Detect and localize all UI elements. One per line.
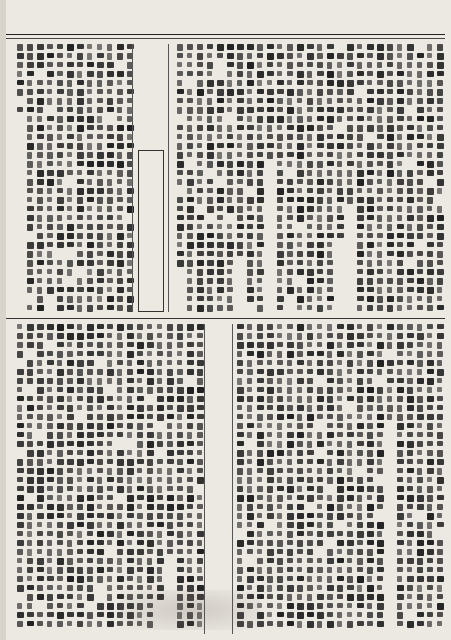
text-column [176, 324, 184, 634]
text-column [106, 324, 114, 634]
text-column [346, 44, 354, 312]
text-column [166, 324, 174, 634]
section-divider [6, 318, 445, 319]
text-column [406, 44, 414, 312]
text-column [46, 44, 54, 312]
text-column [256, 324, 264, 634]
column-rule [204, 324, 205, 634]
text-column [96, 324, 104, 634]
text-column [36, 44, 44, 312]
text-column [266, 324, 274, 634]
text-column [296, 324, 304, 634]
column-rule [132, 44, 133, 312]
text-column [196, 44, 204, 312]
text-column [366, 44, 374, 312]
text-column [236, 44, 244, 312]
text-column [376, 324, 384, 634]
text-column [336, 44, 344, 312]
text-column [126, 324, 134, 634]
upper-headline-box [138, 150, 164, 312]
text-column [316, 44, 324, 312]
text-column [386, 324, 394, 634]
text-column [396, 324, 404, 634]
text-column [246, 44, 254, 312]
text-column [186, 324, 194, 634]
text-column [286, 44, 294, 312]
text-column [76, 44, 84, 312]
column-rule [168, 44, 169, 312]
text-column [136, 324, 144, 634]
text-column [26, 324, 34, 634]
text-column [346, 324, 354, 634]
text-column [326, 324, 334, 634]
text-column [356, 44, 364, 312]
text-column [146, 324, 154, 634]
text-column [226, 44, 234, 312]
text-column [436, 324, 444, 634]
text-column [66, 44, 74, 312]
text-column [66, 324, 74, 634]
text-column [376, 44, 384, 312]
text-column [286, 324, 294, 634]
text-column [316, 324, 324, 634]
text-column [306, 324, 314, 634]
text-column [176, 44, 184, 312]
text-column [366, 324, 374, 634]
text-column [276, 324, 284, 634]
text-column [396, 44, 404, 312]
text-column [116, 324, 124, 634]
header-rule-thin [6, 38, 445, 39]
text-column [246, 324, 254, 634]
text-column [216, 44, 224, 312]
text-column [186, 44, 194, 312]
text-column [16, 44, 24, 312]
text-column [106, 44, 114, 312]
text-column [196, 324, 204, 634]
text-column [306, 44, 314, 312]
text-column [76, 324, 84, 634]
text-column [256, 44, 264, 312]
text-column [296, 44, 304, 312]
text-column [36, 324, 44, 634]
text-column [416, 324, 424, 634]
text-column [406, 324, 414, 634]
text-column [56, 44, 64, 312]
column-rule [232, 324, 233, 634]
text-column [86, 44, 94, 312]
text-column [356, 324, 364, 634]
text-column [46, 324, 54, 634]
text-column [326, 44, 334, 312]
text-column [426, 324, 434, 634]
text-column [416, 44, 424, 312]
text-column [266, 44, 274, 312]
scan-smudge [120, 590, 260, 630]
text-column [156, 324, 164, 634]
text-column [436, 44, 444, 312]
text-column [206, 44, 214, 312]
scan-margin [0, 0, 6, 640]
text-column [426, 44, 434, 312]
text-column [56, 324, 64, 634]
text-column [336, 324, 344, 634]
text-column [16, 324, 24, 634]
text-column [386, 44, 394, 312]
text-column [86, 324, 94, 634]
text-column [116, 44, 124, 312]
text-column [276, 44, 284, 312]
header-rule [6, 34, 445, 35]
text-column [236, 324, 244, 634]
text-column [96, 44, 104, 312]
text-column [26, 44, 34, 312]
